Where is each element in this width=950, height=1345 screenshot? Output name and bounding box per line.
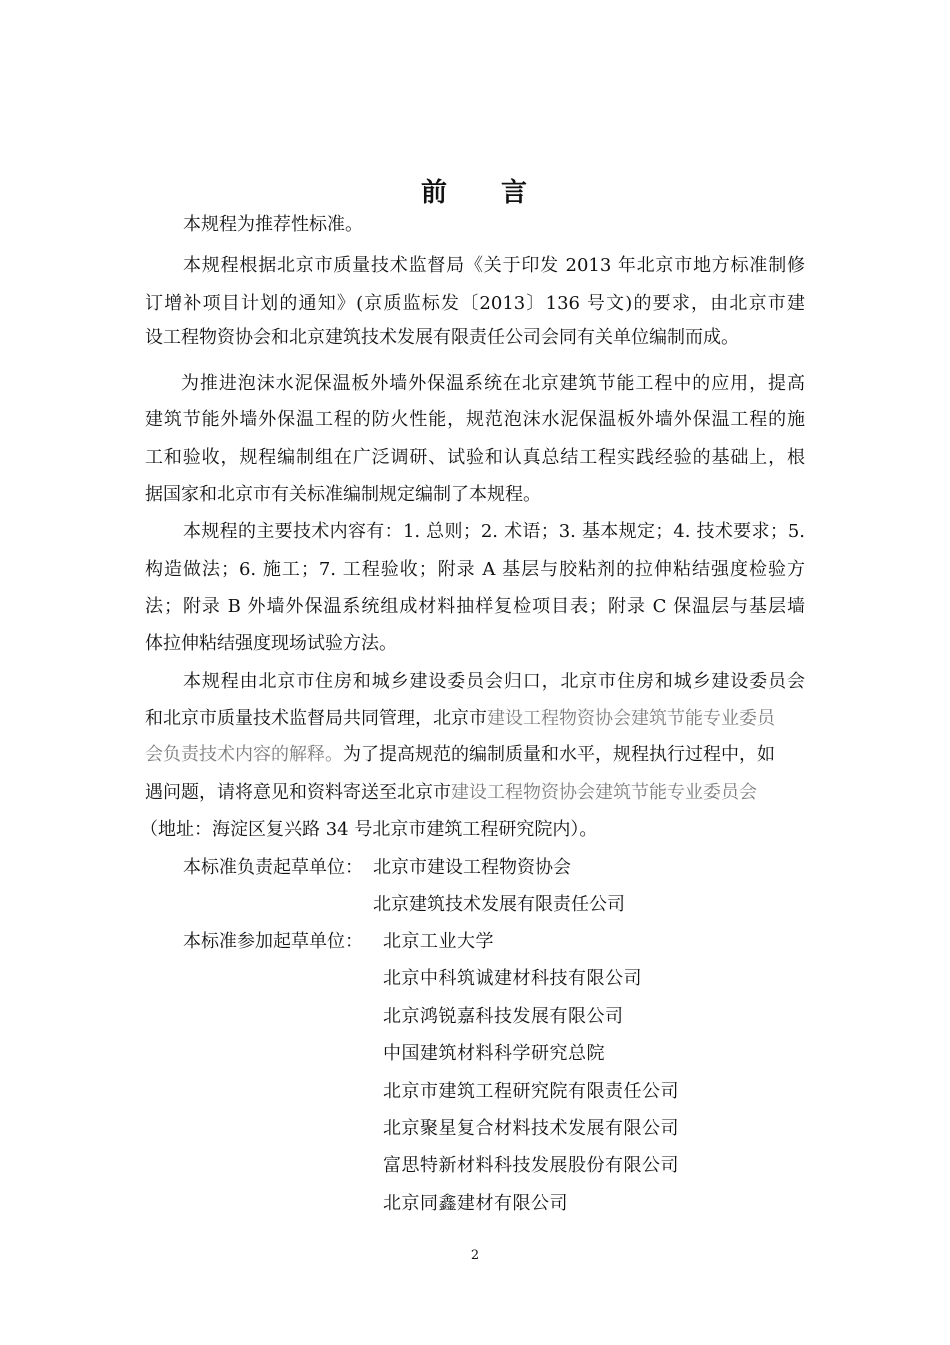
- management-line-2-gray-text: 建设工程物资协会建筑节能专业委员: [487, 708, 775, 729]
- participant-drafting-unit: 北京市建筑工程研究院有限责任公司: [383, 1081, 679, 1102]
- participant-drafting-unit: 北京同鑫建材有限公司: [383, 1193, 568, 1214]
- paragraph-management-line-2: [145, 707, 775, 731]
- management-line-4-text: 遇问题，请将意见和资料寄送至北京市: [145, 782, 451, 803]
- paragraph-management-line-5: （地址：海淀区复兴路 34 号北京市建筑工程研究院内）。: [140, 819, 598, 840]
- title-char-right: 言: [501, 178, 530, 208]
- management-line-3-gray-text: 会负责技术内容的解释。: [145, 744, 343, 765]
- participant-drafting-unit: 中国建筑材料科学研究总院: [383, 1043, 605, 1064]
- paragraph-purpose-line-1: 为推进泡沫水泥保温板外墙外保温系统在北京建筑节能工程中的应用，提高: [181, 373, 805, 394]
- management-line-4-gray-text: 建设工程物资协会建筑节能专业委员会: [451, 782, 757, 803]
- participant-drafting-unit: 北京中科筑诚建材科技有限公司: [383, 968, 642, 989]
- paragraph-contents-line-3: 法；附录 B 外墙外保温系统组成材料抽样复检项目表；附录 C 保温层与基层墙: [145, 596, 805, 617]
- paragraph-contents-line-4: 体拉伸粘结强度现场试验方法。: [145, 633, 397, 654]
- participant-drafting-unit: 北京聚星复合材料技术发展有限公司: [383, 1118, 679, 1139]
- paragraph-basis-line-2: 订增补项目计划的通知》(京质监标发〔2013〕136 号文)的要求，由北京市建: [145, 293, 805, 314]
- paragraph-basis-line-3: 设工程物资协会和北京建筑技术发展有限责任公司会同有关单位编制而成。: [145, 327, 739, 348]
- paragraph-basis-line-1: 本规程根据北京市质量技术监督局《关于印发 2013 年北京市地方标准制修: [183, 255, 805, 276]
- paragraph-management-line-1: 本规程由北京市住房和城乡建设委员会归口，北京市住房和城乡建设委员会: [183, 671, 805, 692]
- page-title: [0, 172, 950, 209]
- lead-drafting-label: 本标准负责起草单位：: [183, 857, 363, 878]
- management-line-2-text: 和北京市质量技术监督局共同管理，北京市: [145, 708, 487, 729]
- paragraph-management-line-4: [145, 781, 757, 805]
- page-number: 2: [470, 1248, 480, 1263]
- paragraph-recommended-standard: 本规程为推荐性标准。: [183, 214, 363, 235]
- lead-drafting-unit: 北京建筑技术发展有限责任公司: [373, 894, 625, 915]
- paragraph-purpose-line-4: 据国家和北京市有关标准编制规定编制了本规程。: [145, 484, 541, 505]
- lead-drafting-unit: 北京市建设工程物资协会: [373, 857, 571, 878]
- participant-drafting-unit: 北京鸿锐嘉科技发展有限公司: [383, 1006, 624, 1027]
- paragraph-purpose-line-3: 工和验收，规程编制组在广泛调研、试验和认真总结工程实践经验的基础上，根: [145, 447, 805, 468]
- paragraph-management-line-3: [145, 743, 775, 767]
- participant-drafting-label: 本标准参加起草单位：: [183, 931, 363, 952]
- management-line-3-text: 为了提高规范的编制质量和水平，规程执行过程中，如: [343, 744, 775, 765]
- paragraph-purpose-line-2: 建筑节能外墙外保温工程的防火性能，规范泡沫水泥保温板外墙外保温工程的施: [145, 409, 805, 430]
- participant-drafting-unit: 北京工业大学: [383, 931, 494, 952]
- title-char-left: 前: [420, 178, 449, 208]
- paragraph-contents-line-1: 本规程的主要技术内容有：1. 总则；2. 术语；3. 基本规定；4. 技术要求；5.: [183, 521, 805, 542]
- paragraph-contents-line-2: 构造做法；6. 施工；7. 工程验收；附录 A 基层与胶粘剂的拉伸粘结强度检验方: [145, 559, 805, 580]
- participant-drafting-unit: 富思特新材料科技发展股份有限公司: [383, 1155, 679, 1176]
